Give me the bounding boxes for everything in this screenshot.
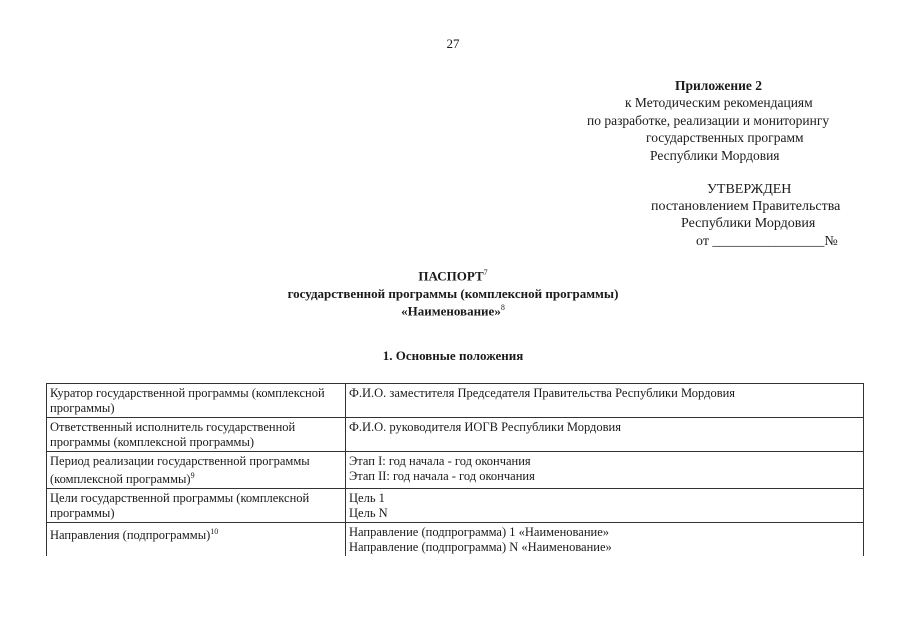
row-value xyxy=(346,523,864,557)
row-label-text: Направления (подпрограммы) xyxy=(50,528,211,543)
row-label-text: Ответственный исполнитель государственной программы (комплексной программы) xyxy=(50,420,296,449)
passport-name-note: 8 xyxy=(500,303,505,312)
passport-name-text: «Наименование» xyxy=(401,303,501,319)
passport-name xyxy=(0,303,906,319)
row-value-line: Направление (подпрограмма) 1 «Наименование» xyxy=(349,525,610,540)
row-value-line: Цель N xyxy=(349,505,388,520)
row-value xyxy=(346,489,864,523)
table-row xyxy=(47,489,864,523)
approval-line-1: постановлением Правительства xyxy=(651,199,841,214)
approval-line-2: Республики Мордовия xyxy=(681,216,816,231)
row-label xyxy=(47,523,346,557)
table-row xyxy=(47,452,864,489)
main-provisions-table xyxy=(46,383,864,556)
appendix-line-4: Республики Мордовия xyxy=(650,148,780,163)
row-label xyxy=(47,452,346,489)
appendix-line-3: государственных программ xyxy=(646,130,804,145)
approval-date-line: от ________________№ xyxy=(696,234,838,249)
row-label xyxy=(47,418,346,452)
row-label xyxy=(47,384,346,418)
row-value-line: Этап II: год начала - год окончания xyxy=(349,468,535,483)
appendix-line-2: по разработке, реализации и мониторингу xyxy=(587,113,830,128)
row-value-line: Этап I: год начала - год окончания xyxy=(349,454,531,468)
table-row xyxy=(47,418,864,452)
row-value xyxy=(346,384,864,418)
row-value-line: Цель 1 xyxy=(349,491,385,506)
row-label xyxy=(47,489,346,523)
table-row xyxy=(47,523,864,557)
approval-title: УТВЕРЖДЕН xyxy=(707,182,792,197)
row-value xyxy=(346,452,864,489)
page-number: 27 xyxy=(446,36,460,51)
passport-title-note: 7 xyxy=(483,268,488,277)
appendix-line-1: к Методическим рекомендациям xyxy=(625,95,813,110)
row-label-note: 10 xyxy=(210,527,219,537)
passport-title-text: ПАСПОРТ xyxy=(418,268,484,284)
row-value xyxy=(346,418,864,452)
row-value-line: Ф.И.О. заместителя Председателя Правительства Республики Мордовия xyxy=(349,386,736,400)
row-label-text: Куратор государственной программы (комплексной программы) xyxy=(50,386,325,415)
row-label-note: 9 xyxy=(190,470,195,480)
section-title: 1. Основные положения xyxy=(382,348,524,363)
table-row xyxy=(47,384,864,418)
row-label-text: Период реализации государственной программы (комплексной программы) xyxy=(50,454,310,486)
passport-subtitle: государственной программы (комплексной программы) xyxy=(287,286,619,301)
row-value-line: Направление (подпрограмма) N «Наименование» xyxy=(349,539,612,554)
row-label-text: Цели государственной программы (комплексной программы) xyxy=(50,491,310,520)
passport-title xyxy=(0,268,906,284)
appendix-title: Приложение 2 xyxy=(675,78,763,93)
row-value-line: Ф.И.О. руководителя ИОГВ Республики Мордовия xyxy=(349,420,621,434)
